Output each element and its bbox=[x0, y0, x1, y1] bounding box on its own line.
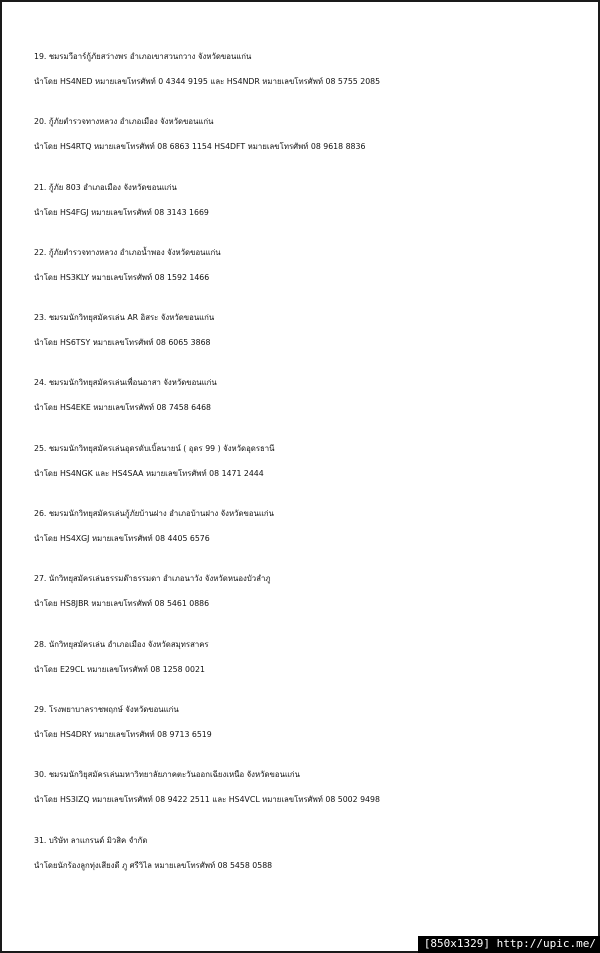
entry-contact: นำโดย HS8JBR หมายเลขโทรศัพท์ 08 5461 0886 bbox=[34, 599, 210, 609]
list-item bbox=[34, 171, 594, 236]
list-item bbox=[34, 105, 594, 170]
entry-list bbox=[34, 40, 594, 889]
list-item bbox=[34, 301, 594, 366]
entry-title: 25. ชมรมนักวิทยุสมัครเล่นอุดรดับเบิ้ลนายน์ ( อุดร 99 ) จังหวัดอุดรธานี bbox=[34, 443, 275, 453]
entry-contact: นำโดย HS4EKE หมายเลขโทรศัพท์ 08 7458 6468 bbox=[34, 403, 212, 413]
entry-title: 29. โรงพยาบาลราชพฤกษ์ จังหวัดขอนแก่น bbox=[34, 704, 179, 714]
entry-contact: นำโดย HS4NGK และ HS4SAA หมายเลขโทรศัพท์ 08 1471 2444 bbox=[34, 468, 264, 478]
list-item bbox=[34, 758, 594, 823]
list-item bbox=[34, 497, 594, 562]
list-item bbox=[34, 693, 594, 758]
entry-title: 30. ชมรมนักวิยุสมัครเล่นมหาวิทยาลัยภาคตะวันออกเฉียงเหนือ จังหวัดขอนแก่น bbox=[34, 770, 300, 780]
entry-title: 27. นักวิทยุสมัครเล่นธรรมด๊าธรรมดา อำเภอนาวัง จังหวัดหนองบัวลำภู bbox=[34, 574, 271, 584]
entry-title: 22. กู้ภัยตำรวจทางหลวง อำเภอน้ำพอง จังหวัดขอนแก่น bbox=[34, 247, 221, 257]
entry-contact: นำโดย E29CL หมายเลขโทรศัพท์ 08 1258 0021 bbox=[34, 664, 205, 674]
entry-contact: นำโดยนักร้องลูกทุ่งเสียงดี ภู ศรีวิไล หมายเลขโทรศัพท์ 08 5458 0588 bbox=[34, 860, 273, 870]
entry-contact: นำโดย HS6TSY หมายเลขโทรศัพท์ 08 6065 3868 bbox=[34, 338, 211, 348]
list-item bbox=[34, 366, 594, 431]
entry-title: 21. กู้ภัย 803 อำเภอเมือง จังหวัดขอนแก่น bbox=[34, 182, 177, 192]
entry-contact: นำโดย HS4RTQ หมายเลขโทรศัพท์ 08 6863 1154 HS4DFT หมายเลขโทรศัพท์ 08 9618 8836 bbox=[34, 142, 366, 152]
entry-contact: นำโดย HS4DRY หมายเลขโทรศัพท์ 08 9713 6519 bbox=[34, 729, 212, 739]
list-item bbox=[34, 40, 594, 105]
list-item bbox=[34, 628, 594, 693]
list-item bbox=[34, 562, 594, 627]
entry-contact: นำโดย HS4FGJ หมายเลขโทรศัพท์ 08 3143 1669 bbox=[34, 207, 209, 217]
entry-contact: นำโดย HS3IZQ หมายเลขโทรศัพท์ 08 9422 2511 และ HS4VCL หมายเลขโทรศัพท์ 08 5002 9498 bbox=[34, 795, 380, 805]
entry-title: 24. ชมรมนักวิทยุสมัครเล่นเพื่อนอาสา จังหวัดขอนแก่น bbox=[34, 378, 217, 388]
entry-title: 26. ชมรมนักวิทยุสมัครเล่นกู้ภัยบ้านฝาง อำเภอบ้านฝาง จังหวัดขอนแก่น bbox=[34, 509, 274, 519]
entry-contact: นำโดย HS4NED หมายเลขโทรศัพท์ 0 4344 9195 และ HS4NDR หมายเลขโทรศัพท์ 08 5755 2085 bbox=[34, 77, 381, 86]
list-item bbox=[34, 236, 594, 301]
list-item bbox=[34, 432, 594, 497]
entry-title: 28. นักวิทยุสมัครเล่น อำเภอเมือง จังหวัดสมุทรสาคร bbox=[34, 639, 209, 649]
list-item bbox=[34, 824, 594, 889]
entry-contact: นำโดย HS3KLY หมายเลขโทรศัพท์ 08 1592 1466 bbox=[34, 272, 210, 282]
entry-title: 23. ชมรมนักวิทยุสมัครเล่น AR อิสระ จังหวัดขอนแก่น bbox=[34, 313, 215, 323]
image-host-watermark: [850x1329] http://upic.me/ bbox=[418, 936, 600, 953]
entry-title: 19. ชมรมวีอาร์กู้ภัยสว่างพร อำเภอเขาสวนกวาง จังหวัดขอนแก่น bbox=[34, 52, 252, 61]
entry-title: 31. บริษัท ลาแกรนด์ มิวสิค จำกัด bbox=[34, 835, 148, 845]
entry-contact: นำโดย HS4XGJ หมายเลขโทรศัพท์ 08 4405 6576 bbox=[34, 534, 210, 544]
entry-title: 20. กู้ภัยตำรวจทางหลวง อำเภอเมือง จังหวัดขอนแก่น bbox=[34, 117, 214, 127]
